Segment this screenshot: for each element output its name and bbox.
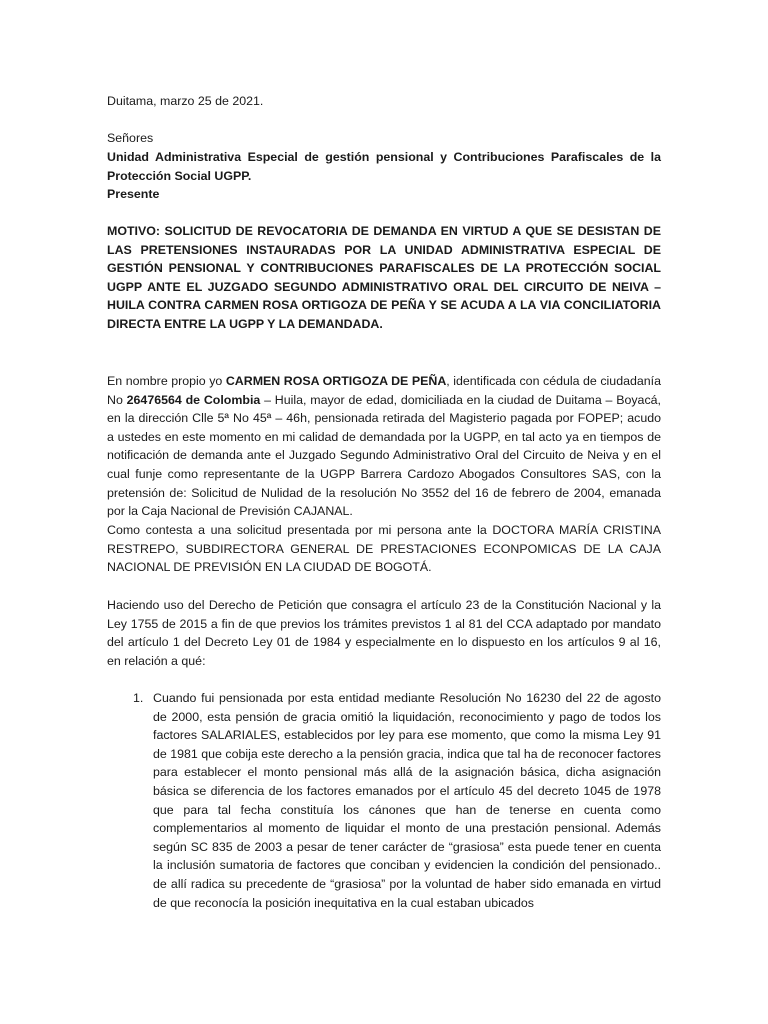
date-line: Duitama, marzo 25 de 2021. [107,94,264,108]
salutation: Señores [107,131,154,145]
list-item [107,689,661,912]
recipient-presente: Presente [107,187,160,201]
recipient-org: Unidad Administrativa Especial de gestión pensional y Contribuciones Parafiscales de la Protección Social UGPP. [107,150,661,183]
numbered-list [107,689,661,912]
body1-rest: – Huila, mayor de edad, domiciliada en la ciudad de Duitama – Boyacá, en la dirección Clle 5ª No 45ª – 46h, pensionada retirada del Magisterio pagada por FOPEP; acudo a ustedes en este momento en mi calidad de demandada por la UGPP, en tal acto ya en tiempos de notificación de demanda ante el Juzgado Segundo Administrativo Oral del Circuito de Neiva y en el cual funje como representante de la UGPP Barrera Cardozo Abogados Consultores SAS, con la pretensión de: Solicitud de Nulidad de la resolución No 3552 del 16 de febrero de 2004, emanada por la Caja Nacional de Previsión CAJANAL. [107,392,661,519]
list-item-text: Cuando fui pensionada por esta entidad mediante Resolución No 16230 del 22 de agosto de 2000, esta pensión de gracia omitió la liquidación, reconocimiento y pago de todos los factores SALARIALES, establecidos por ley para ese momento, que como la misma Ley 91 de 1981 que cobija este derecho a la pensión gracia, indica que tal ha de reconocer factores para establecer el monto pensional más allá de la asignación básica, dicha asignación básica se diferencia de los factores emanados por el artículo 45 del decreto 1045 de 1978 que para tal fecha constituía los cánones que han de tenerse en cuenta como complementarios al momento de liquidar el monto de una prestación pensional. Además según SC 835 de 2003 a pesar de tener carácter de “grasiosa” esta puede tener en cuenta la inclusión sumatoria de factores que conciban y evidencien la condición del pensionado.. de allí radica su precedente de “grasiosa” por la voluntad de haber sido emanada en virtud de que reconocía la posición inequitativa en la cual estaban ubicados [153,691,661,910]
sender-cedula: 26476564 de Colombia [126,392,261,407]
body-paragraph-1 [107,372,661,521]
subject: MOTIVO: SOLICITUD DE REVOCATORIA DE DEMANDA EN VIRTUD A QUE SE DESISTAN DE LAS PRETENSIONES INSTAURADAS POR LA UNIDAD ADMINISTRATIVA ESPECIAL DE GESTIÓN PENSIONAL Y CONTRIBUCIONES PARAFISCALES DE LA PROTECCIÓN SOCIAL UGPP ANTE EL JUZGADO SEGUNDO ADMINISTRATIVO ORAL DEL CIRCUITO DE NEIVA – HUILA CONTRA CARMEN ROSA ORTIGOZA DE PEÑA Y SE ACUDA A LA VIA CONCILIATORIA DIRECTA ENTRE LA UGPP Y LA DEMANDADA. [107,224,661,331]
body1-intro: En nombre propio yo [107,374,226,388]
body1-after-name: , identificada con cédula de ciudadanía No [107,374,661,407]
sender-name: CARMEN ROSA ORTIGOZA DE PEÑA [225,374,447,388]
body-paragraph-2: Como contesta a una solicitud presentada por mi persona ante la DOCTORA MARÍA CRISTINA RESTREPO, SUBDIRECTORA GENERAL DE PRESTACIONES ECONPOMICAS DE LA CAJA NACIONAL DE PREVISIÓN EN LA CIUDAD DE BOGOTÁ. [107,523,661,575]
body-paragraph-3: Haciendo uso del Derecho de Petición que consagra el artículo 23 de la Constitución Nacional y la Ley 1755 de 2015 a fin de que previos los trámites previstos 1 al 81 del CCA adaptado por mandato del artículo 1 del Decreto Ley 01 de 1984 y especialmente en lo dispuesto en los artículos 9 al 16, en relación a qué: [107,598,661,668]
list-item-number: 1. [133,691,144,705]
